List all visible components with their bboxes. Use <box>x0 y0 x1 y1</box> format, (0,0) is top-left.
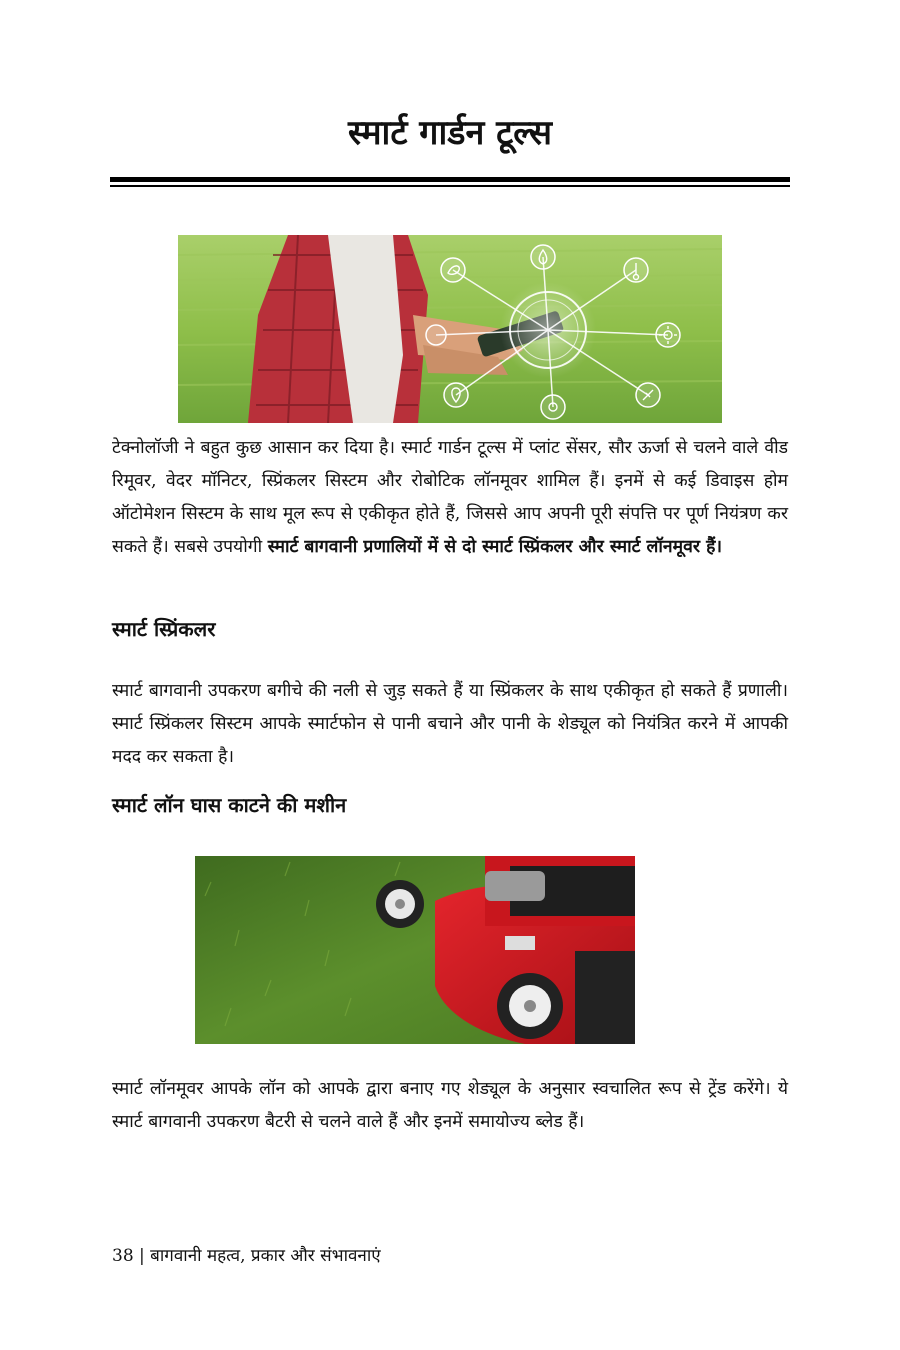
section-heading-mower: स्मार्ट लॉन घास काटने की मशीन <box>112 793 347 817</box>
lawnmower-photo <box>195 856 635 1044</box>
mower-paragraph: स्मार्ट लॉनमूवर आपके लॉन को आपके द्वारा बनाए गए शेड्यूल के अनुसार स्वचालित रूप से ट्रेंड करेंगे। ये स्मार्ट बागवानी उपकरण बैटरी से चलने वाले हैं और इनमें समायोज्य ब्लेड हैं। <box>112 1079 788 1132</box>
section-heading-sprinkler: स्मार्ट स्प्रिंकलर <box>112 617 216 641</box>
water-drop-icon <box>531 245 555 269</box>
title-rule-thick <box>110 177 790 182</box>
page-footer: 38 | बागवानी महत्व, प्रकार और संभावनाएं <box>112 1246 381 1266</box>
smart-farming-photo <box>178 235 722 423</box>
page-title: स्मार्ट गार्डन टूल्स <box>347 113 553 153</box>
gear-icon <box>541 395 565 419</box>
intro-bold-text: स्मार्ट बागवानी प्रणालियों में से दो स्मार्ट स्प्रिंकलर और स्मार्ट लॉनमूवर हैं। <box>267 537 723 557</box>
intro-text: टेक्नोलॉजी ने बहुत कुछ आसान कर दिया है। स्मार्ट गार्डन टूल्स में प्लांट सेंसर, सौर ऊर्जा से चलने वाले वीड रिमूवर, वेदर मॉनिटर, स्प्रिंकलर सिस्टम और रोबोटिक लॉनमूवर शामिल हैं। इनमें से कई डिवाइस होम ऑटोमेशन सिस्टम के साथ मूल रूप से एकीकृत होते हैं, जिससे आप अपनी पूरी संपत्ति पर पूर्ण नियंत्रण कर सकते हैं। सबसे उपयोगी <box>112 438 788 557</box>
leaf-icon <box>441 258 465 282</box>
intro-paragraph <box>112 432 788 564</box>
title-rule-thin <box>110 185 790 187</box>
sprinkler-paragraph: स्मार्ट बागवानी उपकरण बगीचे की नली से जुड़ सकते हैं या स्प्रिंकलर के साथ एकीकृत हो सकते हैं प्रणाली। स्मार्ट स्प्रिंकलर सिस्टम आपके स्मार्टफोन से पानी बचाने और पानी के शेड्यूल को नियंत्रित करने में आपकी मदद कर सकता है। <box>112 681 788 767</box>
location-icon <box>444 383 468 407</box>
